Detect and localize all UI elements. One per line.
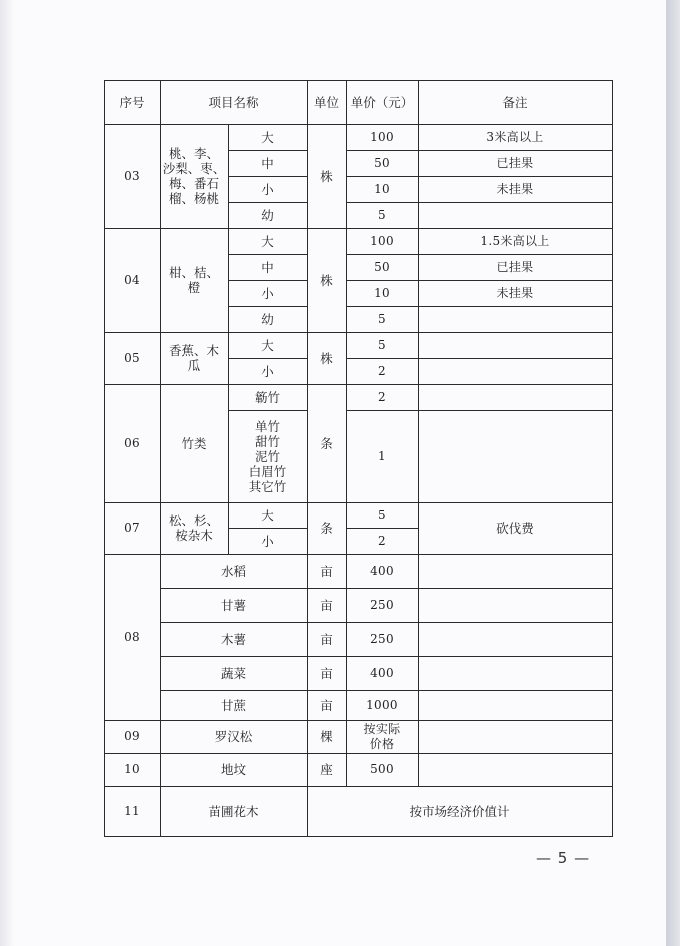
price-cell: 250 — [370, 597, 394, 612]
price-cell: 2 — [378, 363, 386, 378]
group-unit: 株 — [320, 168, 333, 184]
remark-cell — [418, 588, 612, 622]
size-cell: 小 — [261, 363, 274, 379]
size-cell: 单竹 甜竹 泥竹 白眉竹 其它竹 — [248, 418, 287, 494]
group-serial: 03 — [124, 168, 140, 183]
price-cell: 400 — [370, 665, 394, 680]
size-cell: 大 — [261, 337, 274, 353]
size-cell: 小 — [261, 533, 274, 549]
price-cell: 10 — [374, 285, 390, 300]
price-cell: 500 — [370, 762, 394, 777]
price-cell: 5 — [378, 507, 386, 522]
crop-name: 蔬菜 — [220, 665, 246, 681]
merged-price-cell: 按市场经济价值计 — [409, 803, 510, 819]
table-border-bottom — [104, 836, 613, 837]
page-left-edge — [0, 0, 14, 946]
unit-cell: 座 — [320, 762, 333, 777]
group-unit: 条 — [320, 435, 333, 451]
page-number: — 5 — — [536, 849, 591, 867]
remark-cell: 1.5米高以上 — [480, 233, 550, 248]
size-cell: 幼 — [261, 311, 274, 327]
price-cell: 2 — [378, 533, 386, 548]
crop-name: 甘蔗 — [220, 697, 246, 713]
group-serial: 08 — [124, 629, 140, 644]
header-price: 单价（元） — [350, 94, 414, 110]
group-serial: 07 — [124, 520, 140, 535]
price-cell: 250 — [370, 631, 394, 646]
price-cell: 2 — [378, 389, 386, 404]
group-serial: 11 — [124, 803, 140, 818]
unit-cell: 亩 — [320, 597, 333, 613]
size-cell: 簕竹 — [254, 389, 280, 405]
remark-cell — [418, 410, 612, 502]
header-remark: 备注 — [502, 94, 528, 110]
remark-cell — [418, 384, 612, 410]
item-name: 罗汉松 — [214, 729, 253, 744]
size-cell: 大 — [261, 507, 274, 523]
remark-cell — [418, 358, 612, 384]
price-cell: 5 — [378, 207, 386, 222]
size-cell: 小 — [261, 285, 274, 301]
group-serial: 04 — [124, 272, 140, 287]
price-cell: 10 — [374, 181, 390, 196]
remark-cell — [418, 720, 612, 753]
header-item-name: 项目名称 — [208, 94, 259, 110]
compensation-table — [104, 80, 612, 836]
remark-cell: 未挂果 — [496, 285, 534, 300]
crop-name: 水稻 — [220, 563, 246, 579]
unit-cell: 亩 — [320, 665, 333, 681]
size-cell: 大 — [261, 129, 274, 145]
item-name: 地坟 — [220, 762, 246, 777]
price-cell: 5 — [378, 337, 386, 352]
remark-cell: 未挂果 — [496, 181, 534, 196]
group-serial: 05 — [124, 350, 140, 365]
remark-cell — [418, 554, 612, 588]
price-cell: 1000 — [366, 697, 398, 712]
page-right-strip — [666, 0, 680, 946]
remark-cell: 已挂果 — [496, 155, 534, 170]
price-cell: 按实际 价格 — [363, 722, 401, 751]
group-name: 竹类 — [181, 435, 207, 451]
header-serial: 序号 — [119, 94, 145, 110]
remark-cell: 砍伐费 — [496, 520, 534, 536]
group-serial: 06 — [124, 435, 140, 450]
size-cell: 中 — [261, 259, 274, 275]
remark-cell: 3米高以上 — [486, 129, 544, 144]
size-cell: 大 — [261, 233, 274, 249]
price-cell: 1 — [378, 448, 386, 463]
price-cell: 400 — [370, 563, 394, 578]
unit-cell: 棵 — [320, 729, 333, 744]
remark-cell — [418, 306, 612, 332]
price-cell: 5 — [378, 311, 386, 326]
group-unit: 株 — [320, 350, 333, 366]
crop-name: 木薯 — [220, 631, 246, 647]
table-border-right — [612, 80, 613, 837]
group-unit: 株 — [320, 272, 333, 288]
header-unit: 单位 — [313, 94, 339, 110]
remark-cell — [418, 656, 612, 690]
unit-cell: 亩 — [320, 631, 333, 647]
remark-cell — [418, 202, 612, 228]
remark-cell — [418, 690, 612, 720]
item-name: 苗圃花木 — [208, 803, 259, 819]
size-cell: 幼 — [261, 207, 274, 223]
remark-cell — [418, 332, 612, 358]
group-name: 松、杉、 桉杂木 — [168, 513, 219, 543]
price-cell: 50 — [374, 259, 390, 274]
crop-name: 甘薯 — [220, 597, 246, 613]
price-cell: 100 — [370, 129, 394, 144]
group-serial: 10 — [124, 762, 140, 777]
size-cell: 小 — [261, 181, 274, 197]
unit-cell: 亩 — [320, 563, 333, 579]
group-unit: 条 — [320, 520, 333, 536]
price-cell: 100 — [370, 233, 394, 248]
group-name: 柑、桔、 橙 — [168, 265, 219, 295]
group-name: 桃、李、 沙梨、枣、 梅、番石 榴、杨桃 — [162, 146, 226, 206]
remark-cell: 已挂果 — [496, 259, 534, 274]
group-name: 香蕉、木 瓜 — [168, 343, 219, 373]
remark-cell — [418, 753, 612, 786]
unit-cell: 亩 — [320, 697, 333, 713]
group-serial: 09 — [124, 729, 140, 744]
remark-cell — [418, 622, 612, 656]
price-cell: 50 — [374, 155, 390, 170]
size-cell: 中 — [261, 155, 274, 171]
